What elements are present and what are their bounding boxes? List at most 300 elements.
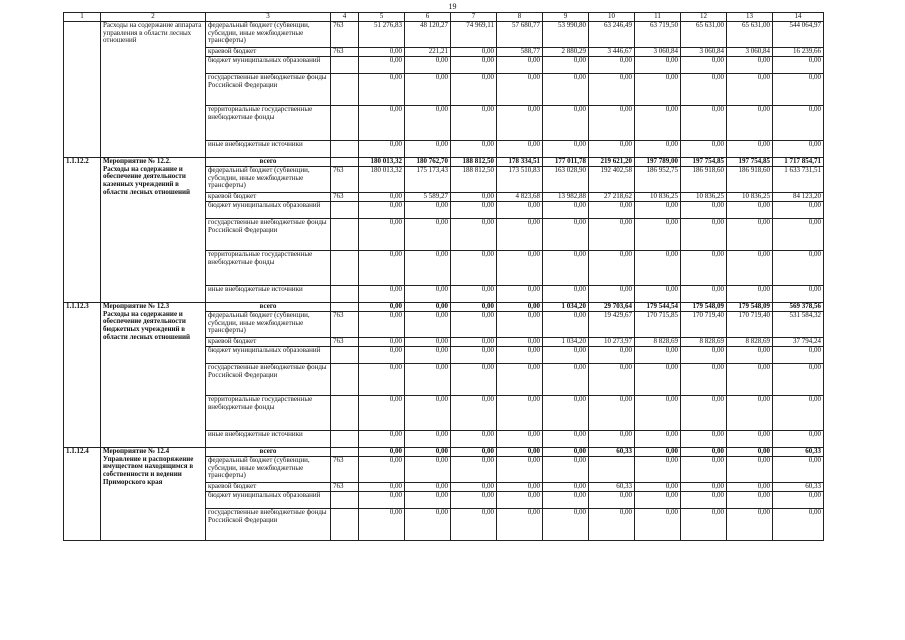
value-cell: 0,00 <box>773 492 824 509</box>
value-cell: 0,00 <box>451 219 497 251</box>
value-cell: 0,00 <box>543 347 589 364</box>
value-cell: 0,00 <box>451 303 497 312</box>
value-cell: 10 836,25 <box>727 193 773 202</box>
value-cell: 0,00 <box>635 448 681 457</box>
value-cell: 0,00 <box>405 483 451 492</box>
budget-code-cell <box>331 303 359 312</box>
value-cell: 0,00 <box>359 338 405 347</box>
value-cell: 569 378,56 <box>773 303 824 312</box>
column-header: 1 <box>64 13 101 22</box>
value-cell: 180 013,32 <box>359 158 405 167</box>
value-cell: 0,00 <box>589 431 635 448</box>
value-cell: 1 034,20 <box>543 303 589 312</box>
value-cell: 0,00 <box>497 303 543 312</box>
value-cell: 0,00 <box>359 106 405 141</box>
value-cell: 0,00 <box>451 312 497 338</box>
value-cell: 0,00 <box>543 57 589 74</box>
item-description <box>101 448 206 541</box>
value-cell: 0,00 <box>635 74 681 106</box>
value-cell: 0,00 <box>681 483 727 492</box>
value-cell: 29 703,64 <box>589 303 635 312</box>
value-cell: 0,00 <box>543 509 589 541</box>
item-text: Расходы на содержание аппарата управления в области лесных отношений <box>103 21 202 45</box>
value-cell: 180 013,32 <box>359 167 405 193</box>
funding-source: бюджет муниципальных образований <box>206 202 331 219</box>
column-header: 8 <box>497 13 543 22</box>
value-cell: 0,00 <box>405 431 451 448</box>
item-title: Мероприятие № 12.3 <box>103 302 170 310</box>
value-cell: 197 789,00 <box>635 158 681 167</box>
funding-source: государственные внебюджетные фонды Российской Федерации <box>206 219 331 251</box>
value-cell: 0,00 <box>359 448 405 457</box>
value-cell: 0,00 <box>405 202 451 219</box>
value-cell: 0,00 <box>451 457 497 483</box>
value-cell: 3 060,84 <box>727 48 773 57</box>
value-cell: 0,00 <box>405 396 451 431</box>
value-cell: 0,00 <box>451 106 497 141</box>
value-cell: 1 034,20 <box>543 338 589 347</box>
value-cell: 0,00 <box>451 57 497 74</box>
value-cell: 588,77 <box>497 48 543 57</box>
budget-code: 763 <box>331 483 359 492</box>
value-cell: 0,00 <box>451 251 497 286</box>
value-cell: 0,00 <box>359 141 405 158</box>
value-cell: 173 510,83 <box>497 167 543 193</box>
value-cell: 170 719,40 <box>727 312 773 338</box>
item-text: Расходы на содержание и обеспечение деятельности бюджетных учреждений в области лесных отношений <box>103 309 191 341</box>
value-cell: 0,00 <box>497 141 543 158</box>
value-cell: 0,00 <box>497 492 543 509</box>
total-label: всего <box>206 303 331 312</box>
value-cell: 3 446,67 <box>589 48 635 57</box>
value-cell: 0,00 <box>359 286 405 303</box>
value-cell: 0,00 <box>451 74 497 106</box>
item-title: Мероприятие № 12.4 <box>103 447 170 455</box>
value-cell: 0,00 <box>773 106 824 141</box>
value-cell: 0,00 <box>451 364 497 396</box>
value-cell: 3 060,84 <box>681 48 727 57</box>
value-cell: 0,00 <box>773 347 824 364</box>
value-cell: 0,00 <box>359 431 405 448</box>
value-cell: 0,00 <box>589 219 635 251</box>
value-cell: 175 173,43 <box>405 167 451 193</box>
funding-source: территориальные государственные внебюджетные фонды <box>206 396 331 431</box>
funding-source: краевой бюджет <box>206 483 331 492</box>
budget-code <box>331 141 359 158</box>
funding-source: государственные внебюджетные фонды Российской Федерации <box>206 364 331 396</box>
value-cell: 0,00 <box>773 251 824 286</box>
value-cell: 0,00 <box>635 106 681 141</box>
value-cell: 0,00 <box>543 312 589 338</box>
value-cell: 51 276,83 <box>359 22 405 48</box>
value-cell: 0,00 <box>681 396 727 431</box>
value-cell: 0,00 <box>359 509 405 541</box>
value-cell: 0,00 <box>635 219 681 251</box>
value-cell: 0,00 <box>589 509 635 541</box>
item-description <box>101 158 206 303</box>
value-cell: 0,00 <box>727 57 773 74</box>
value-cell: 0,00 <box>405 141 451 158</box>
value-cell: 0,00 <box>359 193 405 202</box>
value-cell: 0,00 <box>681 457 727 483</box>
value-cell: 0,00 <box>405 286 451 303</box>
header-row <box>64 13 824 22</box>
value-cell: 0,00 <box>359 48 405 57</box>
column-header: 13 <box>727 13 773 22</box>
value-cell: 544 064,97 <box>773 22 824 48</box>
funding-source: федеральный бюджет (субвенции, субсидии, иные межбюджетные трансферты) <box>206 167 331 193</box>
value-cell: 0,00 <box>543 492 589 509</box>
value-cell: 0,00 <box>543 431 589 448</box>
value-cell: 0,00 <box>727 396 773 431</box>
total-label: всего <box>206 158 331 167</box>
column-header: 5 <box>359 13 405 22</box>
value-cell: 8 828,69 <box>635 338 681 347</box>
budget-code <box>331 431 359 448</box>
column-header: 7 <box>451 13 497 22</box>
value-cell: 0,00 <box>589 492 635 509</box>
item-code: 1.1.12.2 <box>64 158 101 303</box>
item-code: 1.1.12.3 <box>64 303 101 448</box>
value-cell: 0,00 <box>727 364 773 396</box>
value-cell: 0,00 <box>451 492 497 509</box>
item-description <box>101 303 206 448</box>
budget-code <box>331 219 359 251</box>
total-row <box>64 448 824 457</box>
value-cell: 170 719,40 <box>681 312 727 338</box>
value-cell: 0,00 <box>773 202 824 219</box>
value-cell: 0,00 <box>727 483 773 492</box>
value-cell: 60,33 <box>773 448 824 457</box>
value-cell: 0,00 <box>635 483 681 492</box>
funding-source: краевой бюджет <box>206 193 331 202</box>
value-cell: 0,00 <box>589 286 635 303</box>
value-cell: 60,33 <box>589 483 635 492</box>
budget-code-cell <box>331 448 359 457</box>
value-cell: 37 794,24 <box>773 338 824 347</box>
value-cell: 219 621,20 <box>589 158 635 167</box>
funding-source: краевой бюджет <box>206 48 331 57</box>
value-cell: 0,00 <box>451 448 497 457</box>
budget-code <box>331 347 359 364</box>
table-row <box>64 22 824 48</box>
value-cell: 0,00 <box>359 57 405 74</box>
value-cell: 0,00 <box>543 251 589 286</box>
column-header: 3 <box>206 13 331 22</box>
value-cell: 65 631,00 <box>727 22 773 48</box>
value-cell: 0,00 <box>359 483 405 492</box>
value-cell: 0,00 <box>681 448 727 457</box>
value-cell: 63 246,49 <box>589 22 635 48</box>
column-header: 4 <box>331 13 359 22</box>
column-header: 2 <box>101 13 206 22</box>
value-cell: 0,00 <box>405 303 451 312</box>
value-cell: 197 754,85 <box>727 158 773 167</box>
value-cell: 74 969,11 <box>451 22 497 48</box>
value-cell: 1 717 854,71 <box>773 158 824 167</box>
value-cell: 0,00 <box>359 312 405 338</box>
value-cell: 0,00 <box>405 338 451 347</box>
value-cell: 0,00 <box>451 483 497 492</box>
value-cell: 0,00 <box>589 74 635 106</box>
value-cell: 0,00 <box>635 251 681 286</box>
value-cell: 0,00 <box>405 57 451 74</box>
value-cell: 0,00 <box>359 202 405 219</box>
funding-source: федеральный бюджет (субвенции, субсидии, иные межбюджетные трансферты) <box>206 457 331 483</box>
value-cell: 0,00 <box>681 509 727 541</box>
value-cell: 0,00 <box>451 509 497 541</box>
value-cell: 57 680,77 <box>497 22 543 48</box>
value-cell: 177 011,78 <box>543 158 589 167</box>
value-cell: 0,00 <box>589 364 635 396</box>
value-cell: 0,00 <box>727 431 773 448</box>
value-cell: 0,00 <box>773 509 824 541</box>
value-cell: 0,00 <box>359 396 405 431</box>
funding-source: территориальные государственные внебюджетные фонды <box>206 251 331 286</box>
value-cell: 0,00 <box>727 509 773 541</box>
value-cell: 0,00 <box>405 509 451 541</box>
budget-code: 763 <box>331 48 359 57</box>
value-cell: 186 952,75 <box>635 167 681 193</box>
value-cell: 60,33 <box>589 448 635 457</box>
value-cell: 0,00 <box>589 106 635 141</box>
budget-code: 763 <box>331 167 359 193</box>
value-cell: 0,00 <box>405 219 451 251</box>
value-cell: 531 584,32 <box>773 312 824 338</box>
value-cell: 0,00 <box>405 312 451 338</box>
column-header: 9 <box>543 13 589 22</box>
value-cell: 0,00 <box>359 219 405 251</box>
value-cell: 0,00 <box>405 251 451 286</box>
value-cell: 0,00 <box>359 251 405 286</box>
value-cell: 0,00 <box>451 396 497 431</box>
value-cell: 0,00 <box>681 106 727 141</box>
value-cell: 16 239,66 <box>773 48 824 57</box>
value-cell: 0,00 <box>497 106 543 141</box>
value-cell: 0,00 <box>635 202 681 219</box>
value-cell: 0,00 <box>359 492 405 509</box>
value-cell: 0,00 <box>681 74 727 106</box>
value-cell: 27 218,62 <box>589 193 635 202</box>
value-cell: 0,00 <box>727 286 773 303</box>
value-cell: 0,00 <box>543 141 589 158</box>
budget-code: 763 <box>331 457 359 483</box>
value-cell: 0,00 <box>589 347 635 364</box>
value-cell: 0,00 <box>635 396 681 431</box>
value-cell: 0,00 <box>773 364 824 396</box>
value-cell: 0,00 <box>543 457 589 483</box>
value-cell: 0,00 <box>773 219 824 251</box>
value-cell: 0,00 <box>727 141 773 158</box>
value-cell: 0,00 <box>589 251 635 286</box>
value-cell: 180 762,70 <box>405 158 451 167</box>
value-cell: 5 589,27 <box>405 193 451 202</box>
budget-code <box>331 202 359 219</box>
total-row <box>64 158 824 167</box>
value-cell: 0,00 <box>543 364 589 396</box>
value-cell: 0,00 <box>497 396 543 431</box>
value-cell: 0,00 <box>635 457 681 483</box>
value-cell: 197 754,85 <box>681 158 727 167</box>
value-cell: 0,00 <box>451 431 497 448</box>
budget-code <box>331 364 359 396</box>
funding-source: государственные внебюджетные фонды Российской Федерации <box>206 74 331 106</box>
budget-code: 763 <box>331 338 359 347</box>
value-cell: 0,00 <box>451 48 497 57</box>
value-cell: 0,00 <box>451 347 497 364</box>
value-cell: 0,00 <box>681 364 727 396</box>
column-header: 11 <box>635 13 681 22</box>
value-cell: 0,00 <box>405 492 451 509</box>
value-cell: 0,00 <box>543 396 589 431</box>
value-cell: 0,00 <box>497 251 543 286</box>
value-cell: 0,00 <box>497 431 543 448</box>
value-cell: 0,00 <box>497 74 543 106</box>
budget-code <box>331 106 359 141</box>
value-cell: 0,00 <box>727 347 773 364</box>
value-cell: 2 880,29 <box>543 48 589 57</box>
value-cell: 0,00 <box>773 141 824 158</box>
value-cell: 188 812,50 <box>451 167 497 193</box>
value-cell: 0,00 <box>727 457 773 483</box>
value-cell: 0,00 <box>497 509 543 541</box>
value-cell: 0,00 <box>543 286 589 303</box>
value-cell: 0,00 <box>635 347 681 364</box>
column-header: 6 <box>405 13 451 22</box>
value-cell: 178 334,51 <box>497 158 543 167</box>
value-cell: 179 548,09 <box>727 303 773 312</box>
value-cell: 0,00 <box>635 364 681 396</box>
value-cell: 0,00 <box>497 312 543 338</box>
value-cell: 0,00 <box>497 202 543 219</box>
value-cell: 0,00 <box>681 141 727 158</box>
value-cell: 0,00 <box>773 457 824 483</box>
budget-code <box>331 251 359 286</box>
value-cell: 0,00 <box>727 219 773 251</box>
value-cell: 0,00 <box>359 74 405 106</box>
value-cell: 0,00 <box>727 74 773 106</box>
budget-code: 763 <box>331 193 359 202</box>
value-cell: 179 548,09 <box>681 303 727 312</box>
value-cell: 186 918,60 <box>681 167 727 193</box>
value-cell: 0,00 <box>359 364 405 396</box>
value-cell: 221,21 <box>405 48 451 57</box>
value-cell <box>589 457 635 483</box>
value-cell: 3 060,84 <box>635 48 681 57</box>
value-cell: 0,00 <box>497 448 543 457</box>
value-cell: 1 633 731,51 <box>773 167 824 193</box>
value-cell: 0,00 <box>451 286 497 303</box>
value-cell: 63 719,50 <box>635 22 681 48</box>
budget-code: 763 <box>331 312 359 338</box>
budget-code <box>331 286 359 303</box>
value-cell: 19 429,67 <box>589 312 635 338</box>
value-cell: 65 631,00 <box>681 22 727 48</box>
value-cell: 13 982,88 <box>543 193 589 202</box>
value-cell: 188 812,50 <box>451 158 497 167</box>
value-cell: 0,00 <box>773 396 824 431</box>
value-cell: 10 836,25 <box>635 193 681 202</box>
value-cell: 10 836,25 <box>681 193 727 202</box>
value-cell: 186 918,60 <box>727 167 773 193</box>
funding-source: бюджет муниципальных образований <box>206 347 331 364</box>
funding-source: федеральный бюджет (субвенции, субсидии, иные межбюджетные трансферты) <box>206 22 331 48</box>
value-cell: 0,00 <box>359 457 405 483</box>
column-header: 12 <box>681 13 727 22</box>
value-cell: 0,00 <box>497 483 543 492</box>
value-cell: 0,00 <box>405 457 451 483</box>
value-cell: 0,00 <box>681 202 727 219</box>
value-cell: 0,00 <box>589 396 635 431</box>
value-cell: 0,00 <box>497 347 543 364</box>
funding-source: иные внебюджетные источники <box>206 286 331 303</box>
value-cell: 0,00 <box>405 74 451 106</box>
funding-source: краевой бюджет <box>206 338 331 347</box>
column-header: 14 <box>773 13 824 22</box>
item-title: Мероприятие № 12.2. <box>103 157 171 165</box>
value-cell: 0,00 <box>589 57 635 74</box>
budget-code <box>331 492 359 509</box>
value-cell: 0,00 <box>497 219 543 251</box>
value-cell: 0,00 <box>727 106 773 141</box>
value-cell: 0,00 <box>543 483 589 492</box>
budget-table <box>63 12 824 541</box>
value-cell: 0,00 <box>773 431 824 448</box>
value-cell: 0,00 <box>589 141 635 158</box>
value-cell: 0,00 <box>359 303 405 312</box>
value-cell: 0,00 <box>359 347 405 364</box>
value-cell: 0,00 <box>451 338 497 347</box>
value-cell: 0,00 <box>635 286 681 303</box>
page-number: 19 <box>448 2 457 11</box>
value-cell: 10 273,97 <box>589 338 635 347</box>
value-cell: 0,00 <box>451 202 497 219</box>
value-cell: 0,00 <box>727 251 773 286</box>
item-text: Расходы на содержание и обеспечение деятельности казенных учреждений в области лесных отношений <box>103 164 191 196</box>
value-cell: 0,00 <box>681 492 727 509</box>
funding-source: территориальные государственные внебюджетные фонды <box>206 106 331 141</box>
value-cell: 84 123,20 <box>773 193 824 202</box>
budget-code <box>331 74 359 106</box>
value-cell: 0,00 <box>681 347 727 364</box>
value-cell: 0,00 <box>681 219 727 251</box>
value-cell: 0,00 <box>773 286 824 303</box>
value-cell: 0,00 <box>589 202 635 219</box>
value-cell: 53 990,80 <box>543 22 589 48</box>
value-cell: 170 715,85 <box>635 312 681 338</box>
value-cell: 0,00 <box>635 492 681 509</box>
value-cell: 0,00 <box>543 448 589 457</box>
budget-code <box>331 396 359 431</box>
value-cell: 0,00 <box>543 219 589 251</box>
funding-source: государственные внебюджетные фонды Российской Федерации <box>206 509 331 541</box>
item-code <box>64 22 101 158</box>
value-cell: 0,00 <box>543 202 589 219</box>
value-cell: 0,00 <box>497 57 543 74</box>
value-cell: 0,00 <box>773 74 824 106</box>
value-cell: 0,00 <box>497 338 543 347</box>
value-cell: 0,00 <box>405 106 451 141</box>
value-cell: 0,00 <box>405 347 451 364</box>
funding-source: иные внебюджетные источники <box>206 141 331 158</box>
value-cell: 8 828,69 <box>727 338 773 347</box>
value-cell: 8 828,69 <box>681 338 727 347</box>
value-cell: 0,00 <box>497 286 543 303</box>
total-label: всего <box>206 448 331 457</box>
value-cell: 0,00 <box>451 141 497 158</box>
value-cell: 0,00 <box>727 492 773 509</box>
value-cell: 0,00 <box>451 193 497 202</box>
